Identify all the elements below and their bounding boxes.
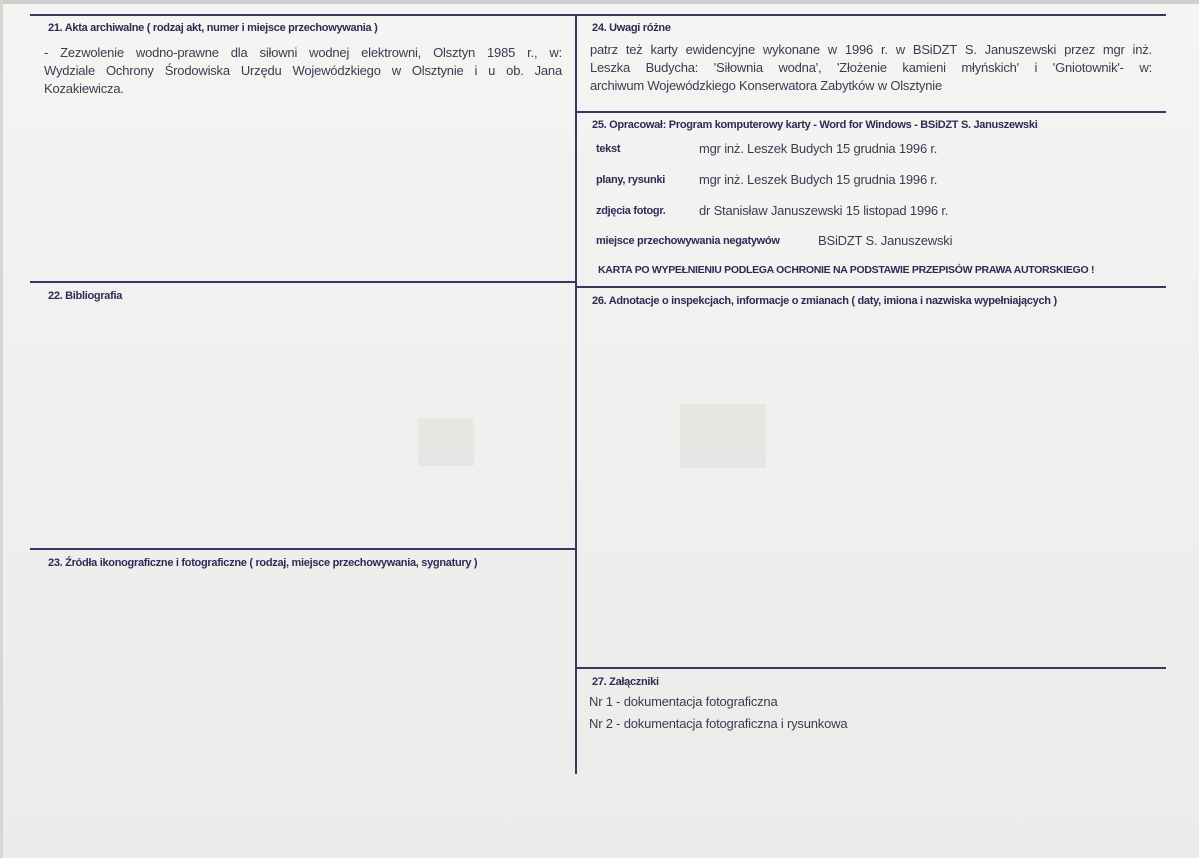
rule-24-25 bbox=[577, 111, 1166, 113]
section-27-heading: 27. Załączniki bbox=[592, 676, 659, 688]
rule-26-27 bbox=[577, 667, 1166, 669]
section-26-heading: 26. Adnotacje o inspekcjach, informacje o zmianach ( daty, imiona i nazwiska wypełniających ) bbox=[592, 295, 1057, 307]
section-24-line: Leszka Budycha: 'Siłownia wodna', 'Złożenie kamieni młyńskich' i 'Gniotownik'- w: bbox=[590, 60, 1152, 75]
copyright-notice: KARTA PO WYPEŁNIENIU PODLEGA OCHRONIE NA PODSTAWIE PRZEPISÓW PRAWA AUTORSKIEGO ! bbox=[598, 264, 1095, 276]
card-top-edge bbox=[0, 0, 1199, 4]
attachment-item: Nr 1 - dokumentacja fotograficzna bbox=[589, 694, 778, 709]
author-value-plans: mgr inż. Leszek Budych 15 grudnia 1996 r. bbox=[699, 172, 938, 187]
author-label-photos: zdjęcia fotogr. bbox=[596, 205, 666, 217]
section-24-heading: 24. Uwagi różne bbox=[592, 22, 671, 34]
section-24-body bbox=[590, 41, 1152, 95]
rule-25-26 bbox=[577, 286, 1166, 288]
author-label-negatives: miejsce przechowywania negatywów bbox=[596, 235, 780, 247]
paper-smudge bbox=[418, 418, 474, 466]
rule-21-22 bbox=[30, 281, 576, 283]
author-value-photos: dr Stanisław Januszewski 15 listopad 1996 r. bbox=[699, 203, 949, 218]
card-left-edge bbox=[0, 0, 3, 858]
section-25-heading: 25. Opracował: Program komputerowy karty - Word for Windows - BSiDZT S. Januszewski bbox=[592, 119, 1038, 131]
author-label-text: tekst bbox=[596, 143, 621, 155]
section-23-heading: 23. Źródła ikonograficzne i fotograficzne ( rodzaj, miejsce przechowywania, sygnatury ) bbox=[48, 557, 478, 569]
section-21-body bbox=[44, 44, 562, 98]
center-divider bbox=[575, 14, 577, 774]
section-21-line: - Zezwolenie wodno-prawne dla siłowni wodnej elektrowni, Olsztyn 1985 r., w: bbox=[44, 45, 562, 60]
section-21-line: Wydziale Ochrony Środowiska Urzędu Wojewódzkiego w Olsztynie i u ob. Jana bbox=[44, 63, 562, 78]
attachments-list bbox=[589, 693, 1149, 733]
author-value-negatives: BSiDZT S. Januszewski bbox=[818, 233, 953, 248]
author-value-text: mgr inż. Leszek Budych 15 grudnia 1996 r. bbox=[699, 141, 938, 156]
section-24-line: patrz też karty ewidencyjne wykonane w 1996 r. w BSiDZT S. Januszewski przez mgr inż. bbox=[590, 42, 1152, 57]
section-21-line: Kozakiewicza. bbox=[44, 81, 124, 96]
section-24-line: archiwum Wojewódzkiego Konserwatora Zabytków w Olsztynie bbox=[590, 78, 942, 93]
section-21-heading: 21. Akta archiwalne ( rodzaj akt, numer i miejsce przechowywania ) bbox=[48, 22, 378, 34]
rule-22-23 bbox=[30, 548, 576, 550]
paper-smudge bbox=[680, 404, 766, 468]
section-22-heading: 22. Bibliografia bbox=[48, 290, 123, 302]
attachment-item: Nr 2 - dokumentacja fotograficzna i rysunkowa bbox=[589, 716, 848, 731]
author-label-plans: plany, rysunki bbox=[596, 174, 665, 186]
top-rule bbox=[30, 14, 1166, 16]
